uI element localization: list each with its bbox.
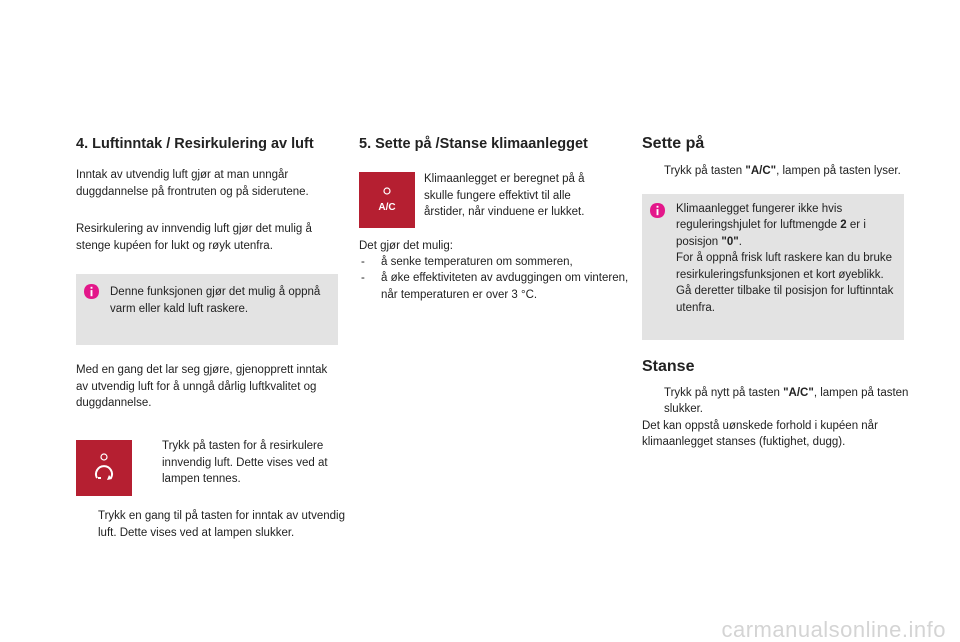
info-icon <box>650 203 665 218</box>
ac-button-image <box>359 172 415 228</box>
section-heading: 5. Sette på /Stanse klimaanlegget <box>359 136 588 152</box>
section-on-off <box>642 130 909 451</box>
paragraph: Med en gang det lar seg gjøre, gjenopprett inntak av utvendig luft for å unngå dårlig luftkvalitet og duggdannelse. <box>76 364 328 409</box>
dash-item <box>359 254 643 271</box>
section-heading: Sette på <box>642 135 705 152</box>
info-note <box>76 274 338 345</box>
bullet-item <box>642 163 909 180</box>
paragraph: Klimaanlegget er beregnet på å skulle fungere effektivt til alle årstider, når vinduene er lukket. <box>424 173 585 218</box>
note-number: 2 <box>840 219 847 231</box>
ac-icon <box>359 172 415 228</box>
dash-symbol: - <box>361 256 365 268</box>
dash-symbol: - <box>361 272 365 284</box>
section-air-conditioning <box>359 130 629 301</box>
info-icon <box>84 284 99 299</box>
bullet-text: Trykk på tasten <box>664 165 746 177</box>
ac-label: A/C <box>378 202 396 213</box>
note-text-part: Klimaanlegget fungerer ikke hvis reguleringshjulet for luftmengde <box>676 202 843 231</box>
bullet-text: Trykk en gang til på tasten for inntak av utvendig luft. Dette vises ved at lampen slukker. <box>98 510 345 539</box>
recirculation-button-image <box>76 440 132 496</box>
recirculation-icon <box>76 440 132 496</box>
bullet-text: , lampen på tasten lyser. <box>776 165 901 177</box>
paragraph: Det kan oppstå uønskede forhold i kupéen når klimaanlegget stanses (fuktighet, dugg). <box>642 419 878 448</box>
section-heading: Stanse <box>642 357 695 375</box>
bullet-text: , lampen på tasten slukker. <box>664 386 909 415</box>
info-note <box>642 194 904 340</box>
note-text: For å oppnå frisk luft raskere kan du bruke resirkuleringsfunksjonen et kort øyeblikk. Gå deretter tilbake til posisjon for luftinntak utenfra. <box>676 252 894 314</box>
paragraph: Resirkulering av innvendig luft gjør det mulig å stenge kupéen for lukt og røyk utenfra. <box>76 223 312 252</box>
section-air-intake <box>76 130 345 539</box>
bullet-item <box>76 508 360 541</box>
section-heading: 4. Luftinntak / Resirkulering av luft <box>76 136 314 152</box>
paragraph: Inntak av utvendig luft gjør at man unngår duggdannelse på frontruten og på siderutene. <box>76 169 309 198</box>
bullet-text: Trykk på nytt på tasten <box>664 386 784 399</box>
note-position: "0" <box>721 235 739 248</box>
dash-item <box>359 270 643 303</box>
note-text <box>676 201 894 251</box>
key-label: "A/C" <box>745 165 777 177</box>
note-text-part: . <box>738 235 742 248</box>
dash-text: å senke temperaturen om sommeren, <box>381 256 573 268</box>
watermark: carmanualsonline.info <box>721 616 946 642</box>
note-text: Denne funksjonen gjør det mulig å oppnå varm eller kald luft raskere. <box>110 286 321 315</box>
bullet-text: Trykk på tasten for å resirkulere innvendig luft. Dette vises ved at lampen tennes. <box>162 440 328 485</box>
bullet-item <box>140 438 360 488</box>
key-label: "A/C" <box>783 386 814 399</box>
bullet-item <box>642 385 909 418</box>
note-text-part: er i posisjon <box>676 219 866 248</box>
paragraph: Det gjør det mulig: <box>359 240 453 252</box>
dash-text: å øke effektiviteten av avduggingen om vinteren, når temperaturen er over 3 °C. <box>381 272 629 301</box>
